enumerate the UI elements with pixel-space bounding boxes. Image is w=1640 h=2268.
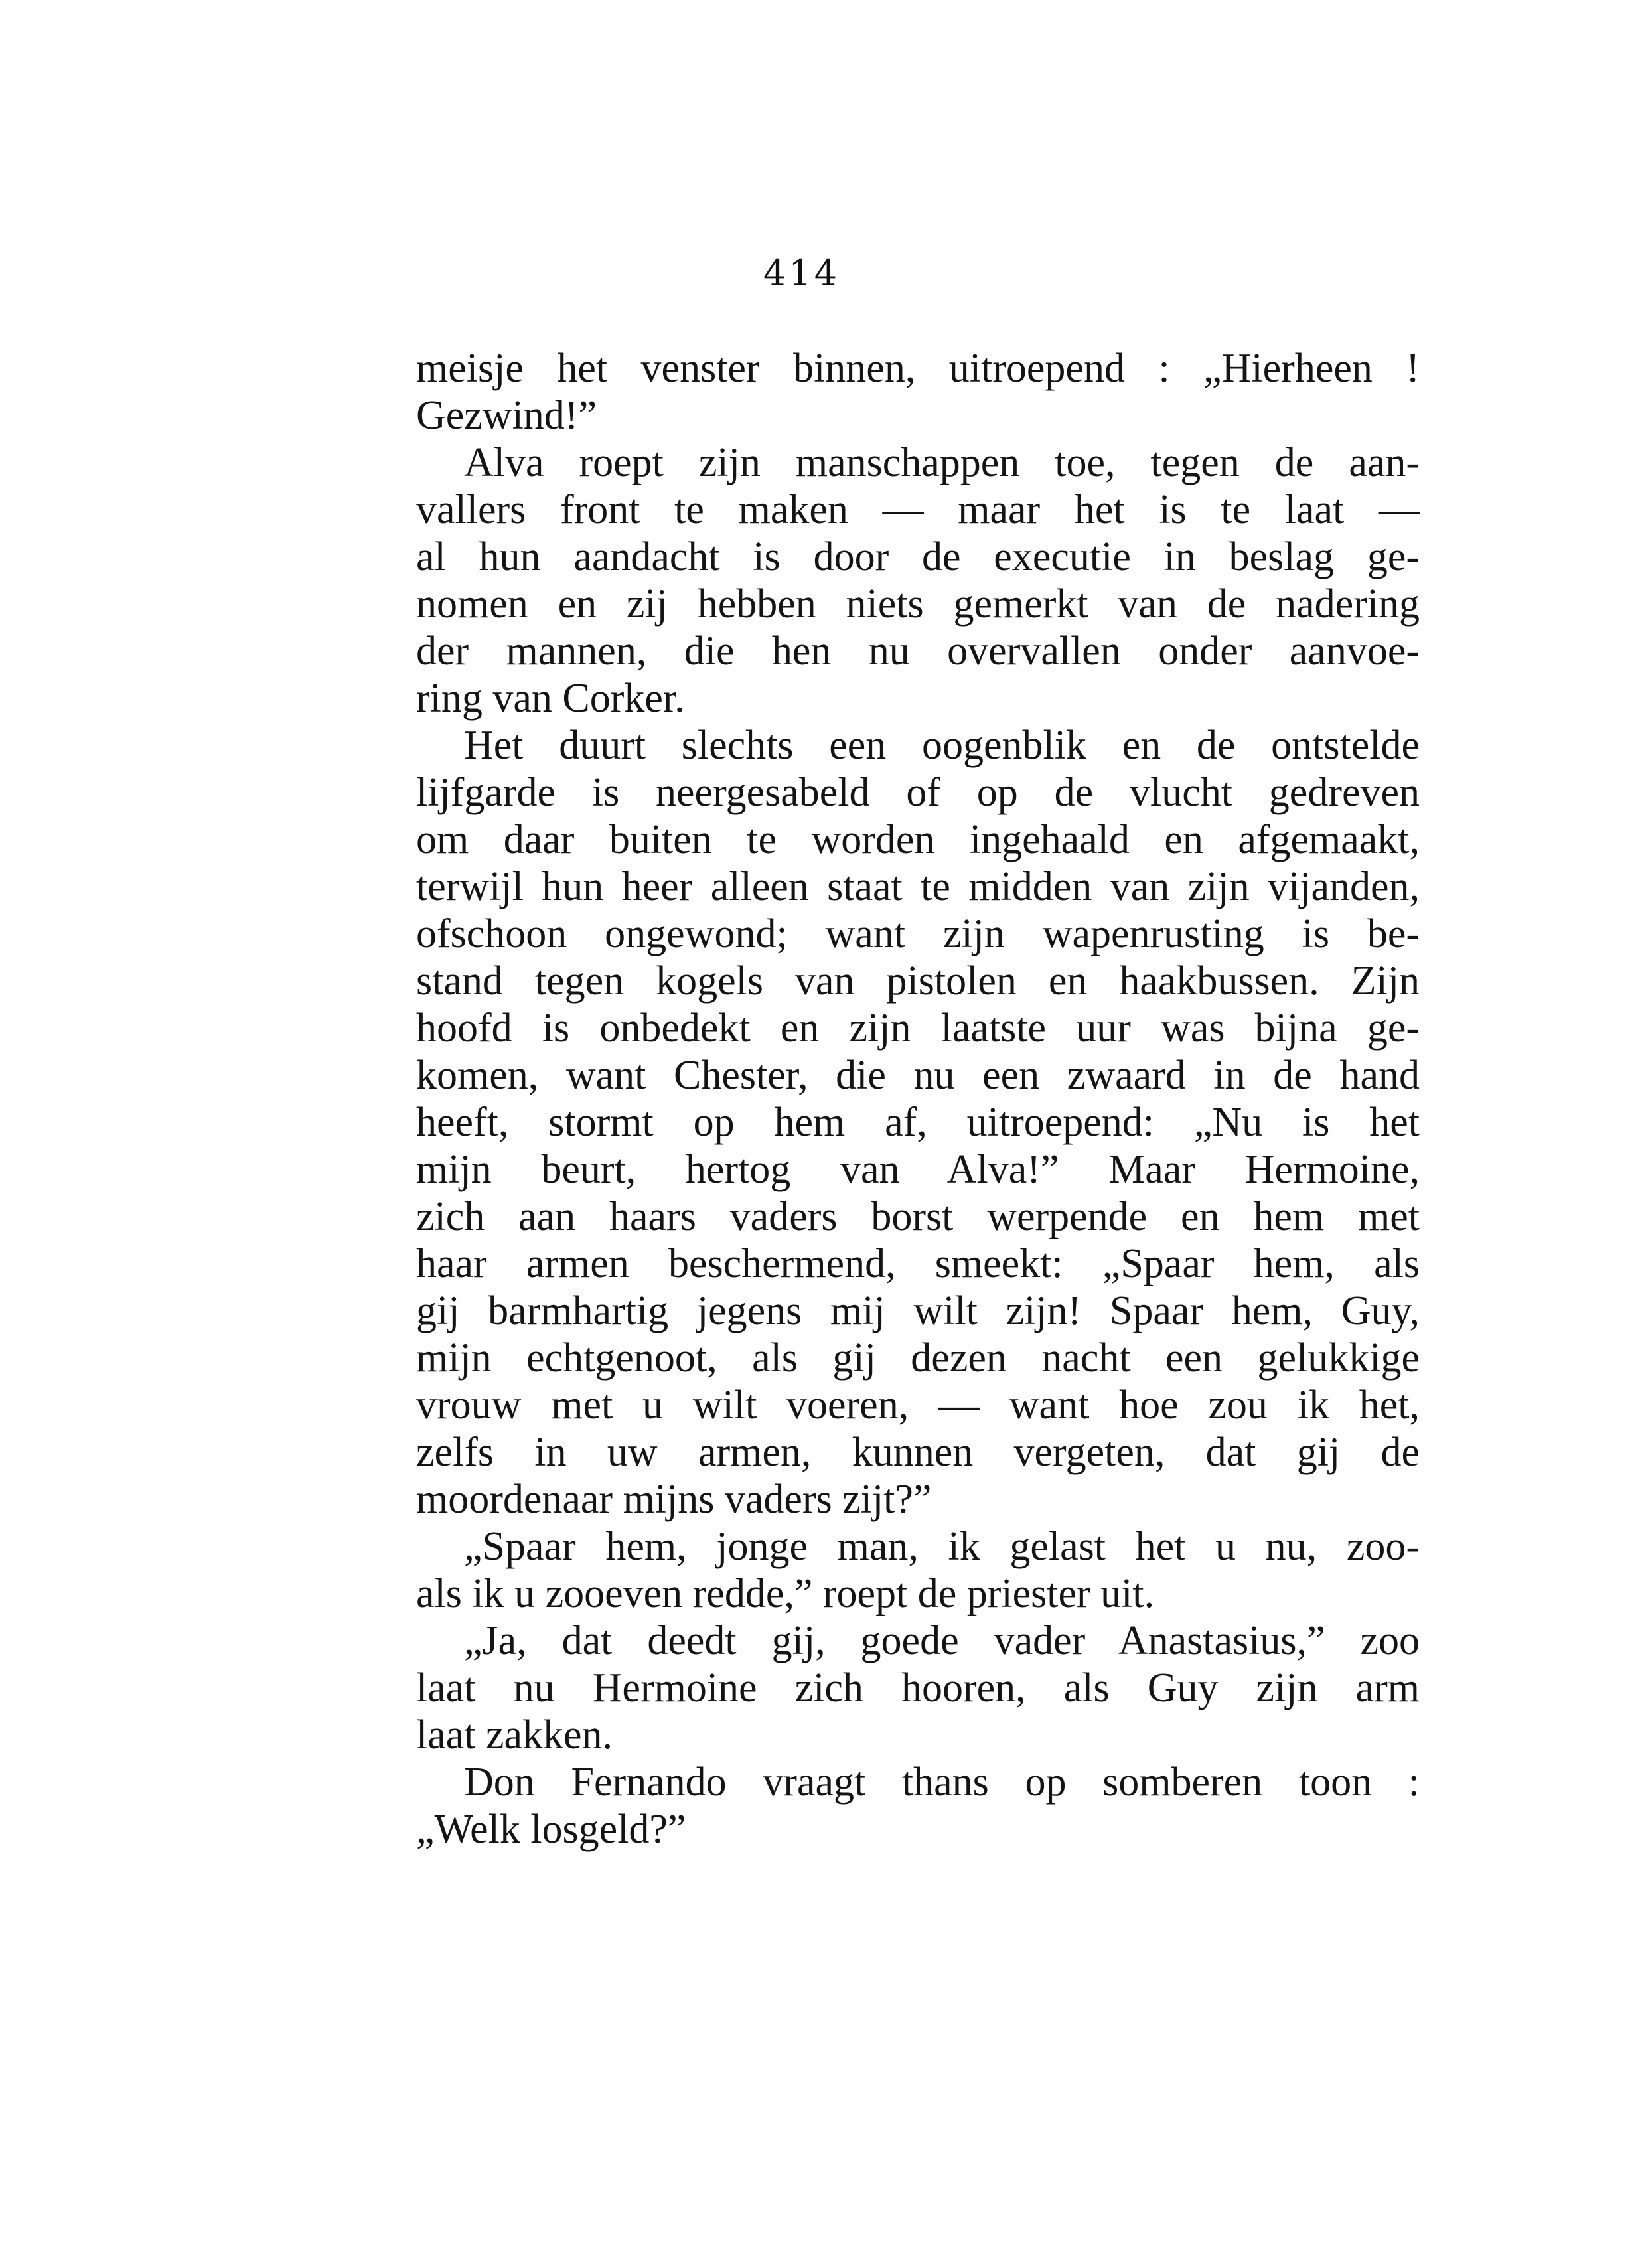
text-line: meisje het venster binnen, uitroepend : „Hierheen ! <box>416 346 1420 391</box>
text-line: der mannen, die hen nu overvallen onder aanvoe- <box>416 629 1420 674</box>
text-line: om daar buiten te worden ingehaald en afgemaakt, <box>416 817 1420 862</box>
text-line: haar armen beschermend, smeekt: „Spaar hem, als <box>416 1241 1420 1286</box>
text-line: terwijl hun heer alleen staat te midden van zijn vijanden, <box>416 864 1420 909</box>
paragraph <box>416 345 1420 439</box>
text-line: Alva roept zijn manschappen toe, tegen de aan- <box>464 440 1420 485</box>
text-line: moordenaar mijns vaders zijt?” <box>416 1477 932 1522</box>
text-line: „Spaar hem, jonge man, ik gelast het u nu, zoo- <box>464 1524 1420 1569</box>
text-line: al hun aandacht is door de executie in beslag ge- <box>416 534 1420 579</box>
text-line: heeft, stormt op hem af, uitroepend: „Nu is het <box>416 1100 1420 1145</box>
text-line: stand tegen kogels van pistolen en haakbussen. Zijn <box>416 958 1420 1004</box>
text-line: hoofd is onbedekt en zijn laatste uur was bijna ge- <box>416 1006 1420 1051</box>
text-line: mijn echtgenoot, als gij dezen nacht een gelukkige <box>416 1335 1420 1381</box>
text-line: laat zakken. <box>416 1712 613 1758</box>
text-line: Gezwind!” <box>416 393 597 438</box>
text-line: lijfgarde is neergesabeld of op de vlucht gedreven <box>416 770 1420 815</box>
text-line: komen, want Chester, die nu een zwaard in de hand <box>416 1053 1420 1098</box>
page-number: 414 <box>763 252 840 294</box>
text-line: vallers front te maken — maar het is te laat — <box>416 487 1420 532</box>
text-line: zelfs in uw armen, kunnen vergeten, dat gij de <box>416 1430 1420 1475</box>
text-line: als ik u zooeven redde,” roept de priester uit. <box>416 1571 1155 1616</box>
text-line: zich aan haars vaders borst werpende en hem met <box>416 1194 1420 1239</box>
paragraph <box>416 722 1420 1523</box>
text-line: Het duurt slechts een oogenblik en de ontstelde <box>464 723 1420 768</box>
text-line: nomen en zij hebben niets gemerkt van de nadering <box>416 581 1420 627</box>
text-line: „Ja, dat deedt gij, goede vader Anastasius,” zoo <box>464 1618 1420 1663</box>
paragraph <box>416 1523 1420 1618</box>
text-line: Don Fernando vraagt thans op somberen toon : <box>464 1760 1420 1805</box>
text-line: „Welk losgeld?” <box>416 1807 686 1852</box>
text-line: laat nu Hermoine zich hooren, als Guy zijn arm <box>416 1665 1420 1710</box>
paragraph <box>416 1759 1420 1853</box>
text-line: gij barmhartig jegens mij wilt zijn! Spaar hem, Guy, <box>416 1288 1420 1333</box>
paragraph <box>416 1618 1420 1759</box>
text-line: mijn beurt, hertog van Alva!” Maar Hermoine, <box>416 1147 1420 1192</box>
text-line: vrouw met u wilt voeren, — want hoe zou ik het, <box>416 1383 1420 1428</box>
paragraph <box>416 439 1420 722</box>
text-line: ofschoon ongewond; want zijn wapenrusting is be- <box>416 911 1420 956</box>
text-line: ring van Corker. <box>416 676 685 721</box>
body-text <box>416 345 1420 1853</box>
